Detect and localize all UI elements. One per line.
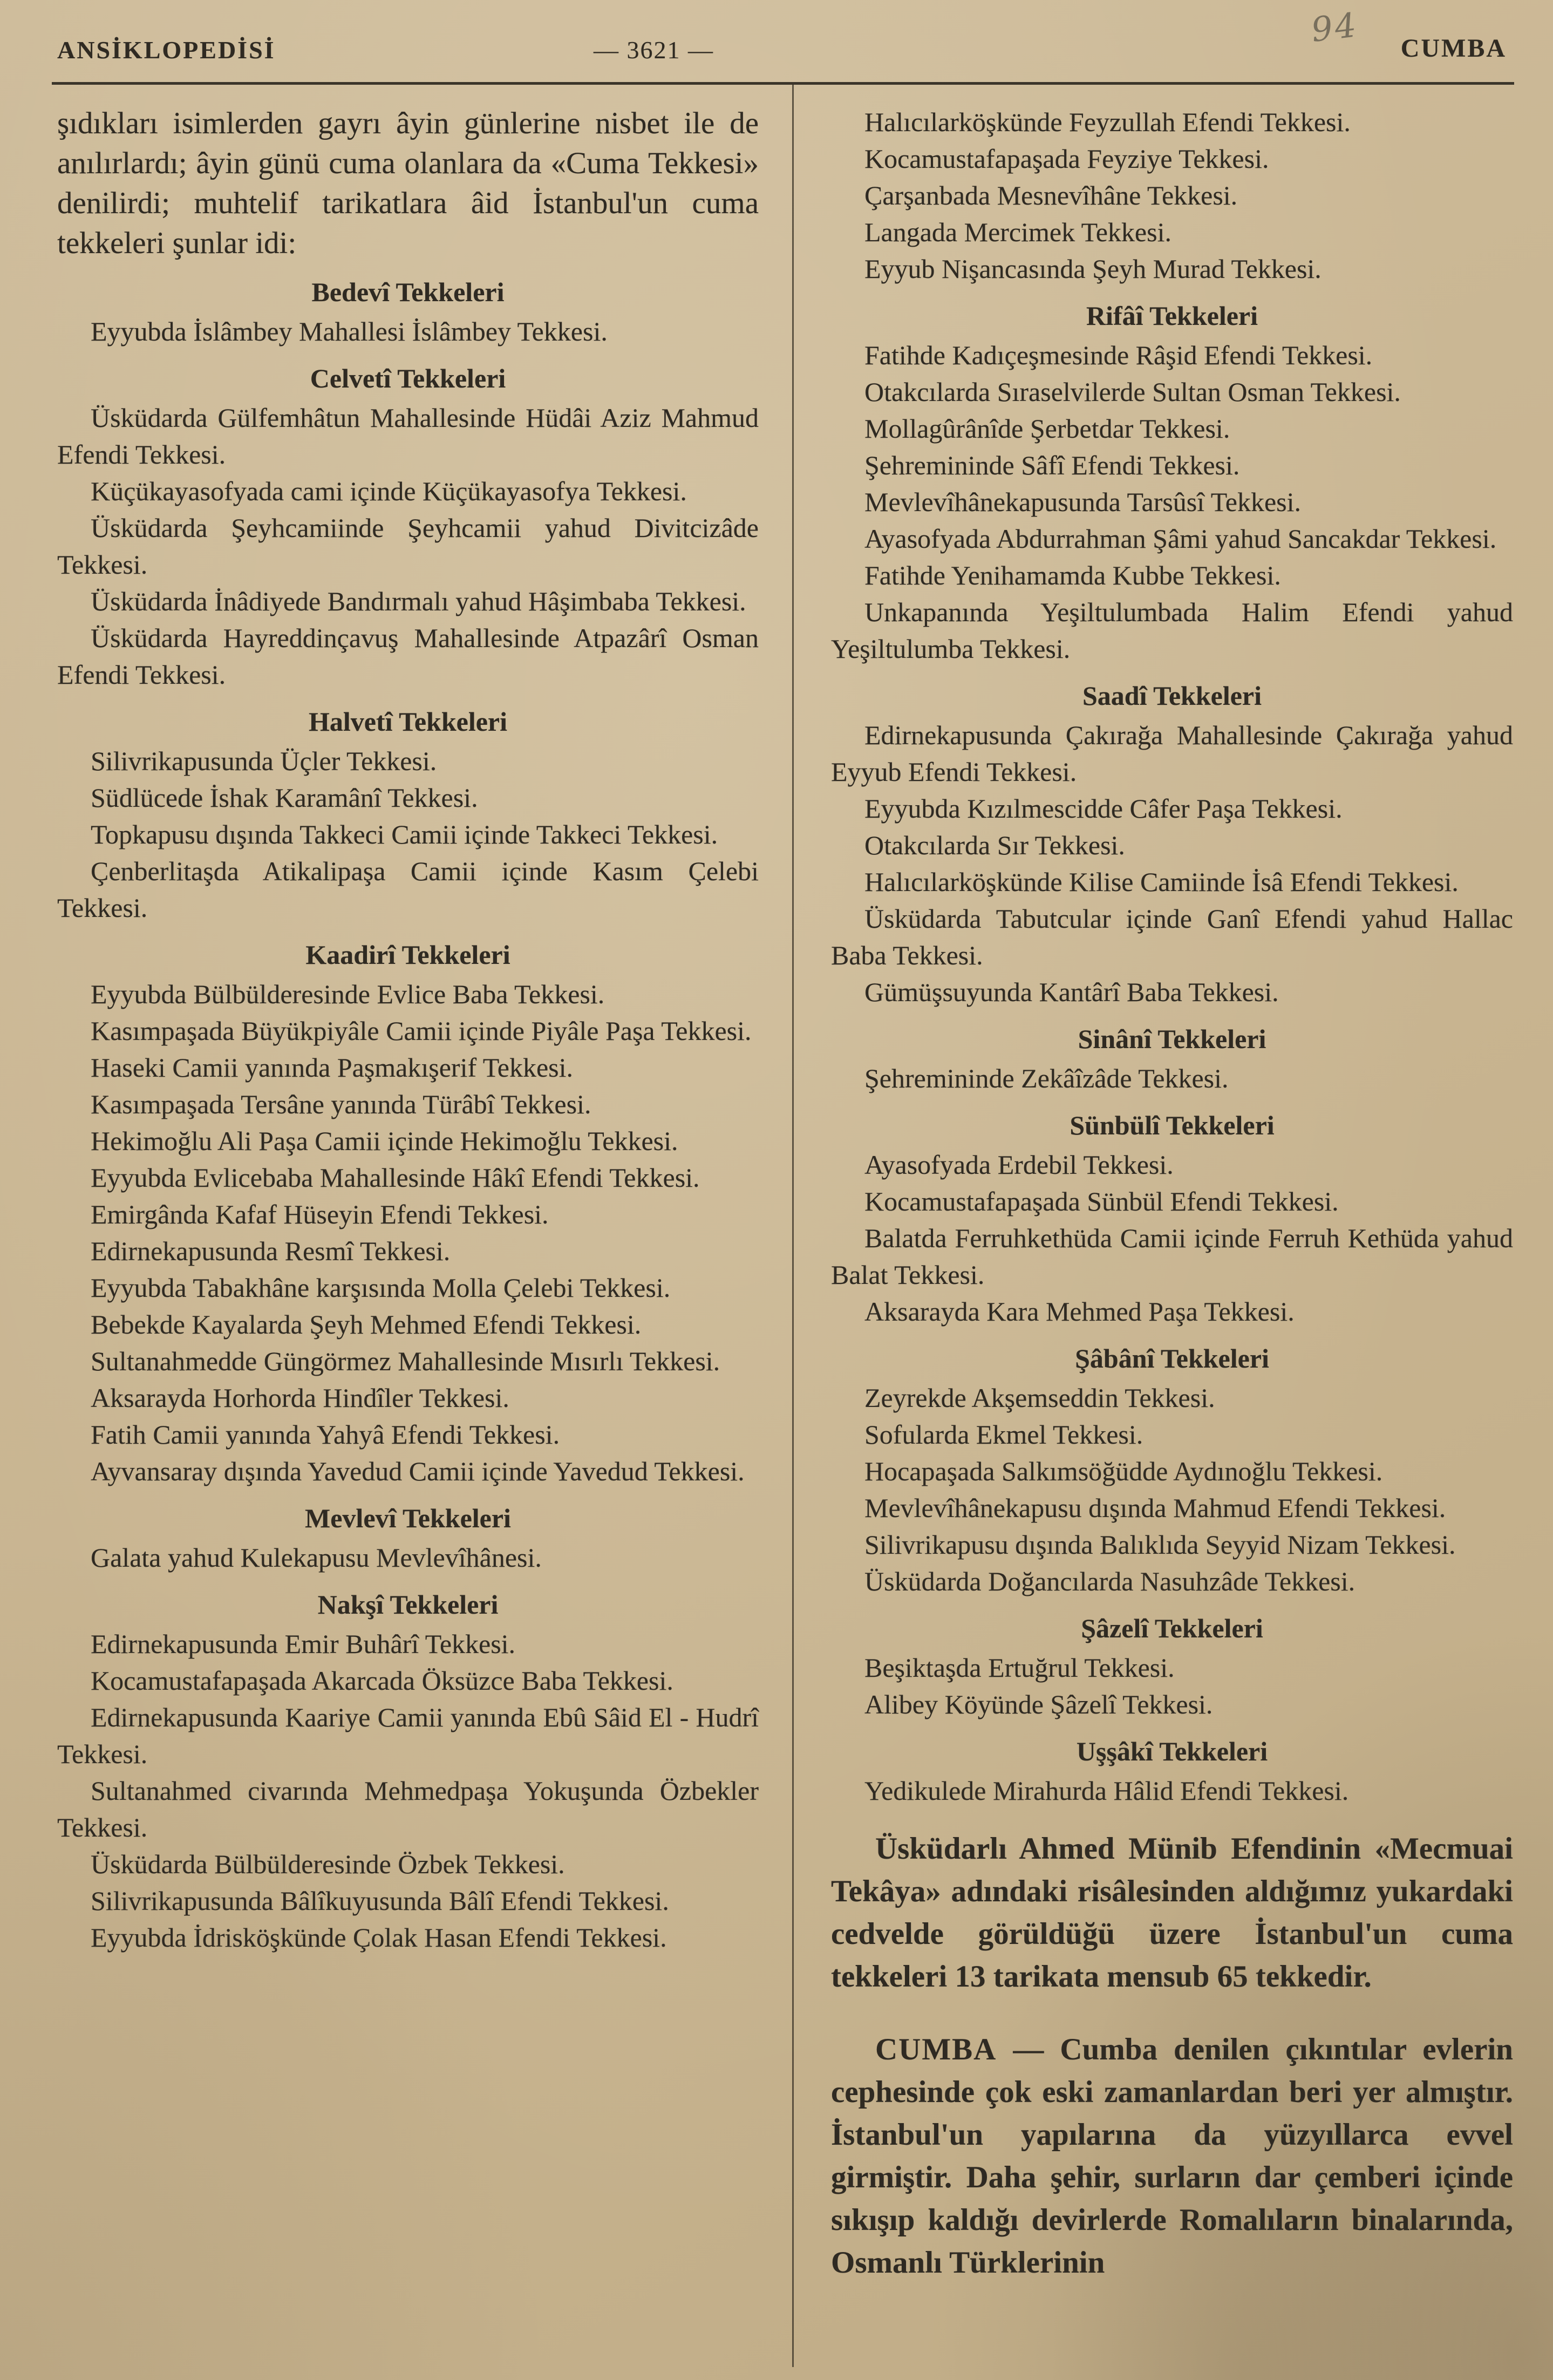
section-heading: Şâzelî Tekkeleri <box>1081 1613 1263 1643</box>
right-sections <box>831 299 1513 1809</box>
section-heading: Şâbânî Tekkeleri <box>1075 1343 1269 1373</box>
tekke-item: Eyyubda Bülbülderesinde Evlice Baba Tekkesi. <box>91 979 605 1009</box>
tekke-item: Edirnekapusunda Çakırağa Mahallesinde Çakırağa yahud Eyyub Efendi Tekkesi. <box>831 720 1513 787</box>
right-column <box>831 104 1513 2284</box>
closing-paragraph: Üsküdarlı Ahmed Münib Efendinin «Mecmuai Tekâya» adındaki risâlesinden aldığımız yukardaki cedvelde görüldüğü üzere İstanbul'un cuma tekkeleri 13 tarikata mensub 65 tekkedir. <box>831 1832 1513 1994</box>
tekke-item: Üsküdarda Şeyhcamiinde Şeyhcamii yahud Divitcizâde Tekkesi. <box>57 513 759 580</box>
tekke-item: Eyyubda İdrisköşkünde Çolak Hasan Efendi Tekkesi. <box>91 1922 667 1953</box>
header-rule <box>52 82 1514 85</box>
section-heading: Rifâî Tekkeleri <box>1086 301 1258 331</box>
tekke-item: Üsküdarda Doğancılarda Nasuhzâde Tekkesi. <box>864 1566 1356 1596</box>
tekke-item: Balatda Ferruhkethüda Camii içinde Ferruh Kethüda yahud Balat Tekkesi. <box>831 1223 1513 1290</box>
tekke-item: Eyyubda Evlicebaba Mahallesinde Hâkî Efendi Tekkesi. <box>91 1162 700 1193</box>
tekke-item: Unkapanında Yeşiltulumbada Halim Efendi yahud Yeşiltulumba Tekkesi. <box>831 597 1513 664</box>
tekke-item: Halıcılarköşkünde Feyzullah Efendi Tekkesi. <box>864 107 1351 137</box>
tekke-item: Ayvansaray dışında Yavedud Camii içinde Yavedud Tekkesi. <box>91 1456 745 1486</box>
left-column <box>57 104 759 1956</box>
section-heading: Mevlevî Tekkeleri <box>305 1503 511 1533</box>
tekke-item: Üsküdarda Hayreddinçavuş Mahallesinde Atpazârî Osman Efendi Tekkesi. <box>57 623 759 690</box>
left-sections <box>57 275 759 1956</box>
tekke-item: Eyyubda Kızılmescidde Câfer Paşa Tekkesi. <box>864 793 1343 824</box>
section-heading: Sinânî Tekkeleri <box>1078 1024 1266 1054</box>
tekke-item: Ayasofyada Erdebil Tekkesi. <box>864 1150 1174 1180</box>
tekke-item: Otakcılarda Sıraselvilerde Sultan Osman Tekkesi. <box>864 377 1401 407</box>
tekke-item: Eyyubda İslâmbey Mahallesi İslâmbey Tekkesi. <box>91 316 608 346</box>
tekke-item: Üsküdarda İnâdiyede Bandırmalı yahud Hâşimbaba Tekkesi. <box>91 586 746 616</box>
tekke-item: Kasımpaşada Büyükpiyâle Camii içinde Piyâle Paşa Tekkesi. <box>91 1016 752 1046</box>
tekke-item: Galata yahud Kulekapusu Mevlevîhânesi. <box>91 1542 542 1573</box>
section-heading: Saadî Tekkeleri <box>1082 681 1262 711</box>
tekke-item: Südlücede İshak Karamânî Tekkesi. <box>91 783 478 813</box>
entry-text: Cumba denilen çıkıntılar evlerin cephesinde çok eski zamanlardan beri yer almıştır. İstanbul'un yapılarına da yüzyıllarca evvel girmiştir. Daha şehir, surların dar çemberi içinde sıkışıp kaldığı devirlerde Romalıların binalarında, Osmanlı Türklerinin <box>831 2032 1514 2280</box>
tekke-item: Hocapaşada Salkımsöğüdde Aydınoğlu Tekkesi. <box>864 1456 1383 1486</box>
tekke-item: Bebekde Kayalarda Şeyh Mehmed Efendi Tekkesi. <box>91 1309 642 1339</box>
running-title-right: CUMBA <box>1400 34 1507 63</box>
tekke-item: Haseki Camii yanında Paşmakışerif Tekkesi. <box>91 1052 573 1083</box>
tekke-item: Mevlevîhânekapusunda Tarsûsî Tekkesi. <box>864 487 1302 517</box>
tekke-item: Üsküdarda Gülfemhâtun Mahallesinde Hüdâi Aziz Mahmud Efendi Tekkesi. <box>57 403 759 470</box>
tekke-item: Otakcılarda Sır Tekkesi. <box>864 830 1125 860</box>
tekke-item: Gümüşsuyunda Kantârî Baba Tekkesi. <box>864 977 1279 1007</box>
tekke-item: Aksarayda Kara Mehmed Paşa Tekkesi. <box>864 1296 1295 1327</box>
tekke-item: Ayasofyada Abdurrahman Şâmi yahud Sancakdar Tekkesi. <box>864 523 1497 554</box>
section-heading: Celvetî Tekkeleri <box>310 363 506 393</box>
section-heading: Bedevî Tekkeleri <box>311 277 505 307</box>
tekke-item: Emirgânda Kafaf Hüseyin Efendi Tekkesi. <box>91 1199 549 1229</box>
section-heading: Nakşî Tekkeleri <box>317 1589 499 1620</box>
tekke-item: Fatihde Kadıçeşmesinde Râşid Efendi Tekkesi. <box>864 340 1373 370</box>
tekke-item: Kocamustafapaşada Sünbül Efendi Tekkesi. <box>864 1186 1339 1216</box>
tekke-item: Eyyub Nişancasında Şeyh Murad Tekkesi. <box>864 254 1322 284</box>
tekke-item: Mollagûrânîde Şerbetdar Tekkesi. <box>864 413 1230 444</box>
section-heading: Halvetî Tekkeleri <box>308 706 508 737</box>
tekke-item: Topkapusu dışında Takkeci Camii içinde Takkeci Tekkesi. <box>91 819 718 849</box>
tekke-item: Kasımpaşada Tersâne yanında Türâbî Tekkesi. <box>91 1089 591 1119</box>
tekke-item: Edirnekapusunda Emir Buhârî Tekkesi. <box>91 1629 516 1659</box>
tekke-item: Sultanahmed civarında Mehmedpaşa Yokuşunda Özbekler Tekkesi. <box>57 1776 759 1842</box>
tekke-item: Mevlevîhânekapusu dışında Mahmud Efendi Tekkesi. <box>864 1493 1446 1523</box>
tekke-item: Şehremininde Sâfî Efendi Tekkesi. <box>864 450 1240 480</box>
tekke-item: Sofularda Ekmel Tekkesi. <box>864 1419 1143 1450</box>
tekke-item: Edirnekapusunda Kaariye Camii yanında Ebû Sâid El - Hudrî Tekkesi. <box>57 1702 759 1769</box>
tekke-item: Fatih Camii yanında Yahyâ Efendi Tekkesi. <box>91 1419 560 1450</box>
continued-items <box>831 104 1513 287</box>
tekke-item: Silivrikapusu dışında Balıklıda Seyyid Nizam Tekkesi. <box>864 1529 1456 1560</box>
tekke-item: Kocamustafapaşada Feyziye Tekkesi. <box>864 144 1269 174</box>
tekke-item: Yedikulede Mirahurda Hâlid Efendi Tekkesi. <box>864 1776 1349 1806</box>
section-heading: Uşşâkî Tekkeleri <box>1076 1736 1268 1766</box>
tekke-item: Şehremininde Zekâîzâde Tekkesi. <box>864 1063 1229 1093</box>
tekke-item: Silivrikapusunda Bâlîkuyusunda Bâlî Efendi Tekkesi. <box>91 1886 669 1916</box>
tekke-item: Edirnekapusunda Resmî Tekkesi. <box>91 1236 451 1266</box>
running-title-left: ANSİKLOPEDİSİ <box>57 36 276 64</box>
tekke-item: Kocamustafapaşada Akarcada Öksüzce Baba Tekkesi. <box>91 1665 673 1696</box>
entry-separator: — <box>1013 2032 1044 2066</box>
tekke-item: Fatihde Yenihamamda Kubbe Tekkesi. <box>864 560 1281 590</box>
tekke-item: Hekimoğlu Ali Paşa Camii içinde Hekimoğlu Tekkesi. <box>91 1126 678 1156</box>
pencil-annotation: 94 <box>1309 4 1361 50</box>
tekke-item: Üsküdarda Tabutcular içinde Ganî Efendi yahud Hallac Baba Tekkesi. <box>831 903 1513 970</box>
tekke-item: Üsküdarda Bülbülderesinde Özbek Tekkesi. <box>91 1849 565 1879</box>
column-divider <box>792 85 794 2367</box>
intro-paragraph: şıdıkları isimlerden gayrı âyin günlerine nisbet ile de anılırlardı; âyin günü cuma olanlara da «Cuma Tekkesi» denilirdi; muhtelif tarikatlara âid İstanbul'un cuma tekkeleri şunlar idi: <box>57 106 759 260</box>
entry-paragraph <box>831 2028 1513 2284</box>
tekke-item: Küçükayasofyada cami içinde Küçükayasofya Tekkesi. <box>91 476 687 506</box>
tekke-item: Silivrikapusunda Üçler Tekkesi. <box>91 746 437 776</box>
tekke-item: Langada Mercimek Tekkesi. <box>864 217 1171 247</box>
tekke-item: Alibey Köyünde Şâzelî Tekkesi. <box>864 1689 1213 1719</box>
tekke-item: Çarşanbada Mesnevîhâne Tekkesi. <box>864 180 1238 210</box>
page-number: — 3621 — <box>594 36 714 64</box>
entry-term: CUMBA <box>875 2032 997 2066</box>
section-heading: Sünbülî Tekkeleri <box>1070 1110 1275 1140</box>
tekke-item: Zeyrekde Akşemseddin Tekkesi. <box>864 1383 1215 1413</box>
tekke-item: Eyyubda Tabakhâne karşısında Molla Çelebi Tekkesi. <box>91 1273 671 1303</box>
tekke-item: Beşiktaşda Ertuğrul Tekkesi. <box>864 1653 1175 1683</box>
tekke-item: Çenberlitaşda Atikalipaşa Camii içinde Kasım Çelebi Tekkesi. <box>57 856 759 923</box>
tekke-item: Sultanahmedde Güngörmez Mahallesinde Mısırlı Tekkesi. <box>91 1346 720 1376</box>
section-heading: Kaadirî Tekkeleri <box>305 940 510 970</box>
tekke-item: Halıcılarköşkünde Kilise Camiinde İsâ Efendi Tekkesi. <box>864 867 1459 897</box>
tekke-item: Aksarayda Horhorda Hindîler Tekkesi. <box>91 1383 509 1413</box>
